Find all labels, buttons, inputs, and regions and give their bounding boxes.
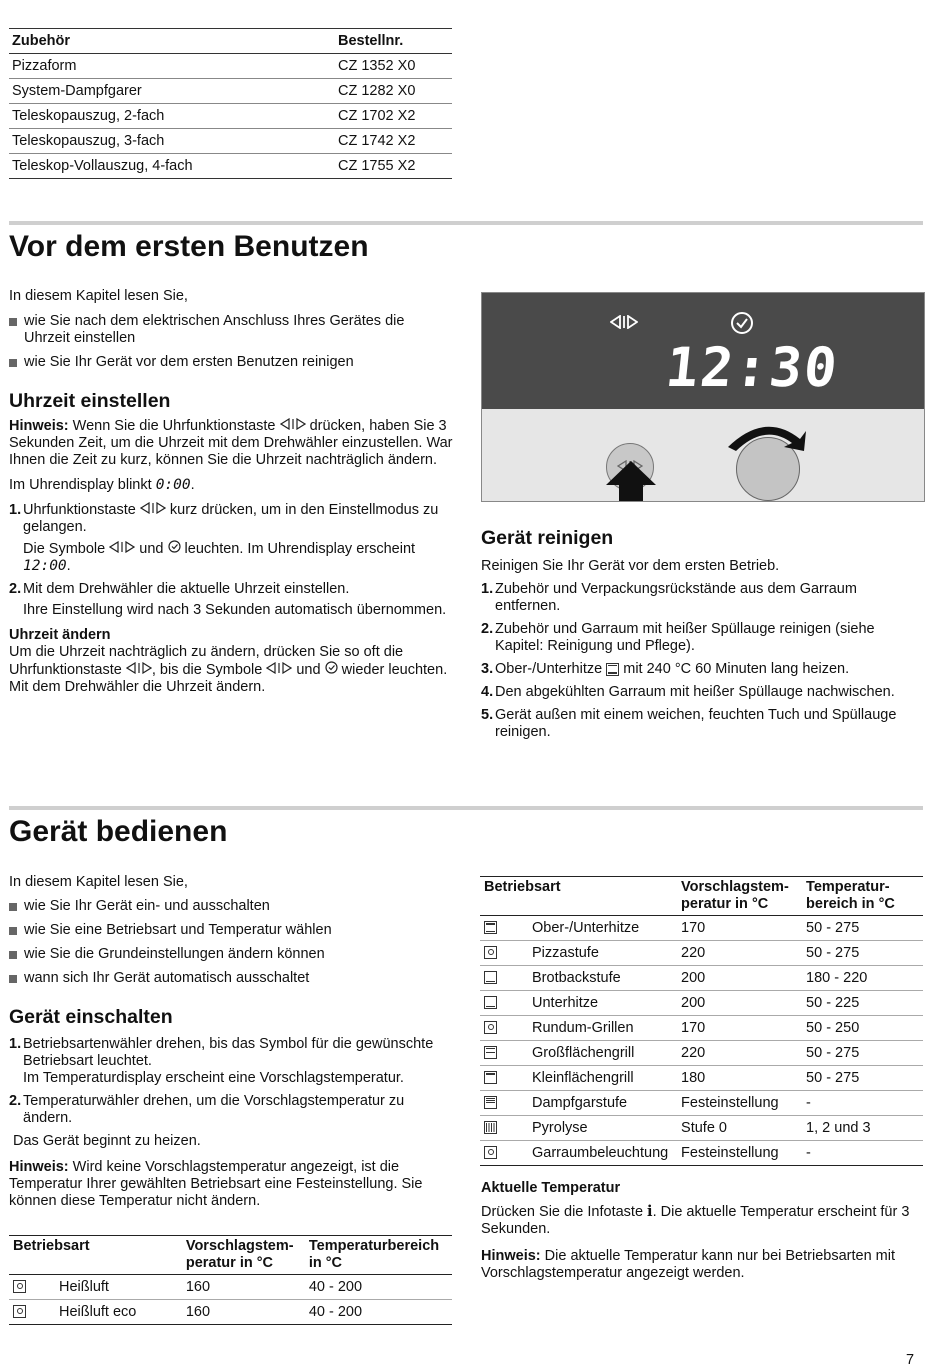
step-number: 5. xyxy=(481,707,494,723)
table-row xyxy=(480,1141,923,1166)
table-cell: 160 xyxy=(185,1303,211,1320)
display-area xyxy=(482,293,924,409)
full-surface-grill-icon xyxy=(484,1046,497,1059)
step-text: Uhrfunktionstaste xyxy=(23,502,136,518)
step-number: 2. xyxy=(9,581,22,597)
pizza-setting-icon xyxy=(484,946,497,959)
hint-paragraph xyxy=(481,1248,923,1282)
table-header: Bestellnr. xyxy=(338,32,404,49)
step-result-text: und xyxy=(139,541,164,557)
change-text: Um die Uhrzeit nachträglich zu ändern, drücken Sie so oft die Uhrfunktionstaste xyxy=(9,644,404,678)
table-cell: Unterhitze xyxy=(532,994,599,1011)
table-cell: 50 - 275 xyxy=(806,944,860,961)
rotate-arrow-icon xyxy=(722,417,808,453)
table-cell: 180 - 220 xyxy=(806,969,868,986)
table-header-row xyxy=(9,1236,452,1275)
table-row xyxy=(9,1275,452,1300)
table-header: Temperaturbereich in °C xyxy=(806,879,895,912)
table-cell: Pizzaform xyxy=(12,57,77,74)
table-cell: 220 xyxy=(681,1044,706,1061)
list-item: wie Sie nach dem elektrischen Anschluss Ihres Gerätes die Uhrzeit einstellen xyxy=(9,313,454,347)
table-cell: Ober-/Unterhitze xyxy=(532,919,640,936)
step-item xyxy=(9,1036,454,1087)
section-title: Gerät bedienen xyxy=(9,815,228,848)
table-cell: 40 - 200 xyxy=(308,1303,363,1320)
step-text: Zubehör und Garraum mit heißer Spüllauge reinigen (siehe Kapitel: Reinigung und Pflege). xyxy=(495,621,875,654)
subsection-title: Uhrzeit ändern xyxy=(9,627,111,643)
subsection-title: Gerät reinigen xyxy=(481,527,614,549)
change-text: und xyxy=(296,662,321,678)
table-cell: 50 - 250 xyxy=(806,1019,860,1036)
table-header: Betriebsart xyxy=(484,879,561,895)
table-cell: Festeinstellung xyxy=(681,1144,779,1161)
right-column-1 xyxy=(481,526,923,747)
clock-function-key-icon xyxy=(266,662,292,674)
intro-text: Reinigen Sie Ihr Gerät vor dem ersten Betrieb. xyxy=(481,558,780,574)
page-number: 7 xyxy=(906,1352,915,1368)
clock-function-key-icon xyxy=(280,418,306,430)
table-cell: Rundum-Grillen xyxy=(532,1019,634,1036)
table-row xyxy=(480,1091,923,1116)
clock-function-key-icon xyxy=(140,502,166,514)
clock-icon xyxy=(730,311,754,335)
hint-paragraph xyxy=(9,1159,454,1210)
info-key-icon: i xyxy=(647,1203,653,1220)
step-text: Den abgekühlten Garraum mit heißer Spüllauge nachwischen. xyxy=(495,684,895,700)
table-row xyxy=(9,129,452,154)
table-row xyxy=(9,104,452,129)
change-paragraph xyxy=(9,644,454,696)
table-cell: Großflächengrill xyxy=(532,1044,635,1061)
table-row xyxy=(480,966,923,991)
oven-light-icon xyxy=(484,1146,497,1159)
table-row xyxy=(480,1116,923,1141)
table-row xyxy=(480,1041,923,1066)
step-item xyxy=(481,684,923,701)
table-row xyxy=(480,991,923,1016)
clock-display-value: 12:00 xyxy=(23,558,67,574)
switch-on-steps xyxy=(9,1036,454,1127)
hot-air-eco-icon xyxy=(13,1305,26,1318)
table-cell: 170 xyxy=(681,1019,706,1036)
table-cell: 200 xyxy=(681,969,706,986)
hint-text: Wenn Sie die Uhrfunktionstaste xyxy=(72,418,276,434)
step-item xyxy=(9,1093,454,1127)
table-cell: 50 - 275 xyxy=(806,919,860,936)
hint-label: Hinweis: xyxy=(9,418,69,434)
table-cell: Garraumbeleuchtung xyxy=(532,1144,669,1161)
blink-text: Im Uhrendisplay blinkt xyxy=(9,477,152,493)
step-number: 3. xyxy=(481,661,494,677)
top-bottom-heat-icon xyxy=(606,663,619,676)
modes-table-left xyxy=(9,1235,452,1325)
subsection-title: Gerät einschalten xyxy=(9,1006,173,1028)
hint-text: Wird keine Vorschlagstemperatur angezeigt, ist die Temperatur Ihrer gewählten Betriebsart eine Festeinstellung. Sie können diese Temperatur nicht ändern. xyxy=(9,1159,423,1209)
table-cell: Pyrolyse xyxy=(532,1119,588,1136)
table-cell: CZ 1742 X2 xyxy=(338,132,416,149)
control-panel-illustration xyxy=(481,292,925,502)
table-row xyxy=(480,1016,923,1041)
table-cell: 180 xyxy=(681,1069,706,1086)
modes-table-right xyxy=(480,876,923,1166)
accessories-table xyxy=(9,28,452,179)
clock-steps xyxy=(9,502,454,619)
intro-text: In diesem Kapitel lesen Sie, xyxy=(9,874,188,890)
list-item: wann sich Ihr Gerät automatisch ausschaltet xyxy=(9,970,454,987)
table-cell: Stufe 0 xyxy=(681,1119,727,1136)
step-item xyxy=(481,707,923,741)
current-temp-text: . Die aktuelle Temperatur erscheint für 3 Sekunden. xyxy=(481,1204,910,1237)
step-result: Das Gerät beginnt zu heizen. xyxy=(13,1133,201,1149)
table-cell: CZ 1282 X0 xyxy=(338,82,416,99)
step-number: 1. xyxy=(481,581,494,597)
step-result-text: Die Symbole xyxy=(23,541,106,557)
step-text: Gerät außen mit einem weichen, feuchten Tuch und Spüllauge reinigen. xyxy=(495,707,897,740)
bullet-list xyxy=(9,898,454,987)
step-number: 4. xyxy=(481,684,494,700)
table-cell: 40 - 200 xyxy=(308,1278,363,1295)
section-divider xyxy=(9,221,923,225)
step-result: Die Symbole und leuchten. Im Uhrendisplay erscheint 12:00. xyxy=(23,541,416,574)
clock-function-key-icon xyxy=(109,541,135,553)
table-header-row xyxy=(480,877,923,916)
step-text: mit 240 °C 60 Minuten lang heizen. xyxy=(623,661,850,677)
table-cell: - xyxy=(806,1144,811,1161)
clock-display-value: 0:00 xyxy=(155,477,191,493)
step-item xyxy=(9,581,454,619)
step-number: 2. xyxy=(481,621,494,637)
table-cell: Kleinflächengrill xyxy=(532,1069,634,1086)
change-text: wieder leuchten. Mit dem Drehwähler die Uhrzeit ändern. xyxy=(9,662,448,695)
table-cell: Festeinstellung xyxy=(681,1094,779,1111)
top-bottom-heat-icon xyxy=(484,921,497,934)
table-cell: 160 xyxy=(185,1278,211,1295)
table-cell: 50 - 275 xyxy=(806,1044,860,1061)
step-text: Temperaturwähler drehen, um die Vorschlagstemperatur zu ändern. xyxy=(23,1093,405,1126)
clean-steps xyxy=(481,581,923,741)
table-row xyxy=(480,916,923,941)
blink-paragraph: Im Uhrendisplay blinkt 0:00. xyxy=(9,477,195,493)
table-cell: Pizzastufe xyxy=(532,944,599,961)
table-cell: 50 - 275 xyxy=(806,1069,860,1086)
step-number: 1. xyxy=(9,1036,22,1052)
hint-label: Hinweis: xyxy=(481,1248,541,1264)
hint-text: Die aktuelle Temperatur kann nur bei Betriebsarten mit Vorschlagstemperatur angezeigt werden. xyxy=(481,1248,895,1281)
centre-surface-grill-icon xyxy=(484,1071,497,1084)
section-title: Vor dem ersten Benutzen xyxy=(9,230,369,263)
steam-setting-icon xyxy=(484,1096,497,1109)
step-text: kurz drücken, um in den Einstellmodus zu gelangen. xyxy=(23,502,439,535)
table-cell: Teleskopauszug, 2-fach xyxy=(12,107,165,124)
table-header: Betriebsart xyxy=(13,1238,90,1254)
table-cell: - xyxy=(806,1094,811,1111)
table-row xyxy=(480,1066,923,1091)
table-cell: 220 xyxy=(681,944,706,961)
list-item: wie Sie die Grundeinstellungen ändern können xyxy=(9,946,454,963)
table-row xyxy=(480,941,923,966)
table-cell: Teleskop-Vollauszug, 4-fach xyxy=(12,157,193,174)
hint-label: Hinweis: xyxy=(9,1159,69,1175)
table-header: Vorschlagstemperatur in °C xyxy=(185,1238,294,1271)
step-number: 2. xyxy=(9,1093,22,1109)
clock-function-key-icon xyxy=(610,315,638,329)
table-cell: Heißluft xyxy=(59,1278,109,1295)
step-item xyxy=(9,502,454,575)
table-cell: CZ 1702 X2 xyxy=(338,107,416,124)
current-temp-paragraph xyxy=(481,1203,923,1238)
clock-function-key-icon xyxy=(126,662,152,674)
table-row xyxy=(9,54,452,79)
subsection-title: Aktuelle Temperatur xyxy=(481,1180,621,1196)
table-cell: Teleskopauszug, 3-fach xyxy=(12,132,165,149)
table-header-row xyxy=(9,29,452,54)
knob-area xyxy=(482,409,924,501)
step-result: Im Temperaturdisplay erscheint eine Vorschlagstemperatur. xyxy=(23,1070,404,1086)
step-text: Mit dem Drehwähler die aktuelle Uhrzeit einstellen. xyxy=(23,581,350,597)
list-item: wie Sie Ihr Gerät ein- und ausschalten xyxy=(9,898,454,915)
section-divider xyxy=(9,806,923,810)
press-arrow-icon xyxy=(604,459,658,502)
current-temp-block xyxy=(481,1180,923,1282)
step-text: Ober-/Unterhitze xyxy=(495,661,603,677)
list-item: wie Sie Ihr Gerät vor dem ersten Benutzen reinigen xyxy=(9,354,454,371)
table-cell: 200 xyxy=(681,994,706,1011)
step-result: Ihre Einstellung wird nach 3 Sekunden automatisch übernommen. xyxy=(23,602,447,618)
intro-text: In diesem Kapitel lesen Sie, xyxy=(9,288,188,304)
step-item xyxy=(481,661,923,678)
step-item xyxy=(481,621,923,655)
hot-air-icon xyxy=(13,1280,26,1293)
table-row xyxy=(9,1300,452,1325)
bullet-list xyxy=(9,313,454,371)
step-text: Zubehör und Verpackungsrückstände aus dem Garraum entfernen. xyxy=(495,581,857,614)
table-cell: Brotbackstufe xyxy=(532,969,621,986)
table-header: Vorschlagstemperatur in °C xyxy=(681,879,789,912)
clock-display: 12:30 xyxy=(662,336,842,399)
table-cell: Heißluft eco xyxy=(59,1303,137,1320)
left-column-2 xyxy=(9,874,454,1210)
table-cell: 50 - 225 xyxy=(806,994,860,1011)
hint-paragraph xyxy=(9,418,454,469)
hint-text: drücken, haben Sie 3 Sekunden Zeit, um die Uhrzeit mit dem Drehwähler einzustellen. War Ihnen die Zeit zu kurz, können Sie die Uhrzeit nachträglich ändern. xyxy=(9,418,453,468)
circo-roasting-icon xyxy=(484,1021,497,1034)
clock-icon xyxy=(168,540,181,553)
current-temp-text: Drücken Sie die Infotaste xyxy=(481,1204,644,1220)
step-result-text: leuchten. Im Uhrendisplay erscheint xyxy=(184,541,416,557)
change-text: , bis die Symbole xyxy=(151,662,263,678)
table-cell: 1, 2 und 3 xyxy=(806,1119,871,1136)
clock-icon xyxy=(325,661,338,674)
pyrolysis-icon xyxy=(484,1121,497,1134)
bottom-heat-icon xyxy=(484,996,497,1009)
table-cell: Dampfgarstufe xyxy=(532,1094,628,1111)
bread-baking-icon xyxy=(484,971,497,984)
step-text: Betriebsartenwähler drehen, bis das Symbol für die gewünschte Betriebsart leuchtet. xyxy=(23,1036,434,1069)
table-row xyxy=(9,154,452,179)
table-row xyxy=(9,79,452,104)
left-column-1 xyxy=(9,288,454,696)
step-item xyxy=(481,581,923,615)
table-cell: CZ 1755 X2 xyxy=(338,157,416,174)
subsection-title: Uhrzeit einstellen xyxy=(9,390,171,412)
table-header: Temperaturbereich in °C xyxy=(308,1238,440,1271)
list-item: wie Sie eine Betriebsart und Temperatur wählen xyxy=(9,922,454,939)
step-number: 1. xyxy=(9,502,22,518)
table-cell: CZ 1352 X0 xyxy=(338,57,416,74)
table-cell: 170 xyxy=(681,919,706,936)
table-cell: System-Dampfgarer xyxy=(12,82,142,99)
table-header: Zubehör xyxy=(12,32,70,49)
